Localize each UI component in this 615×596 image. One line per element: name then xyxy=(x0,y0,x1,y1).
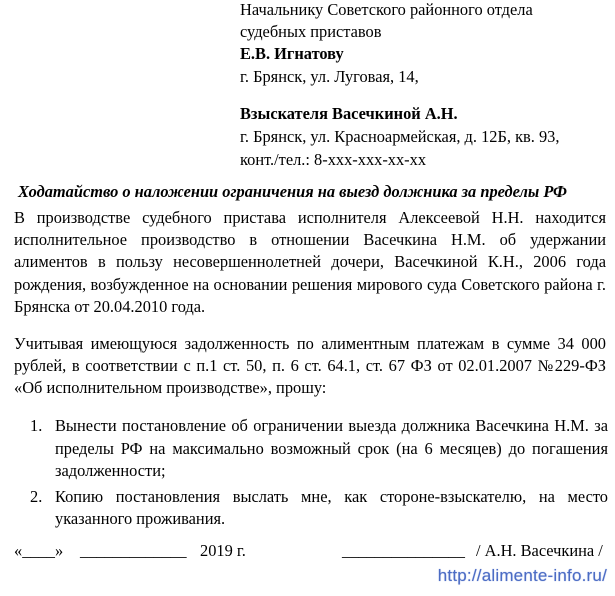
list-item-number: 2. xyxy=(30,486,43,506)
paragraph-request-basis: Учитывая имеющуюся задолженность по алиментным платежам в сумме 34 000 рублей, в соответствии с п.1 ст. 50, п. 6 ст. 64.1, ст. 67 ФЗ от 02.01.2007 №229-ФЗ «Об исполнительном производстве», прошу: xyxy=(14,334,606,398)
list-item xyxy=(30,486,608,531)
signature-line xyxy=(14,540,614,562)
list-item-text: Вынести постановление об ограничении выезда должника Васечкина Н.М. за пределы РФ на максимально возможный срок (на 6 месяцев) до погашения задолженности; xyxy=(55,416,608,480)
header-recipient-line2: судебных приставов xyxy=(240,22,382,41)
list-item-number: 1. xyxy=(30,416,43,435)
paragraph-proceedings: В производстве судебного пристава исполнителя Алексеевой Н.Н. находится исполнительное производство в отношении Васечкина Н.М. об удержании алиментов в пользу несовершеннолетней дочери, Васечкиной К.Н., 2006 года рождения, возбужденное на основании решения мирового суда Советского района г. Брянска от 20.04.2010 года. xyxy=(14,208,606,316)
request-list xyxy=(30,415,608,531)
date-day: «____» xyxy=(14,541,64,560)
header-addressee-name: Е.В. Игнатову xyxy=(240,44,344,63)
list-item-text: Копию постановления выслать мне, как стороне-взыскателю, на место указанного проживания. xyxy=(55,486,608,528)
header-recipient-line1: Начальнику Советского районного отдела xyxy=(240,0,533,19)
header-claimant-address: г. Брянск, ул. Красноармейская, д. 12Б, кв. 93, xyxy=(240,127,560,146)
header-claimant-name: Взыскателя Васечкиной А.Н. xyxy=(240,104,458,123)
signature-blank: _______________ xyxy=(342,541,465,560)
watermark-url: http://alimente-info.ru/ xyxy=(437,566,607,585)
date-month: _____________ xyxy=(80,541,187,560)
signer-name: / А.Н. Васечкина / xyxy=(476,541,603,560)
header-claimant-phone: конт./тел.: 8-ххх-ххх-хх-хх xyxy=(240,150,427,169)
header-addressee-address: г. Брянск, ул. Луговая, 14, xyxy=(240,67,419,86)
date-year: 2019 г. xyxy=(200,541,246,560)
list-item xyxy=(30,415,608,483)
document-title: Ходатайство о наложении ограничения на выезд должника за пределы РФ xyxy=(18,182,567,201)
